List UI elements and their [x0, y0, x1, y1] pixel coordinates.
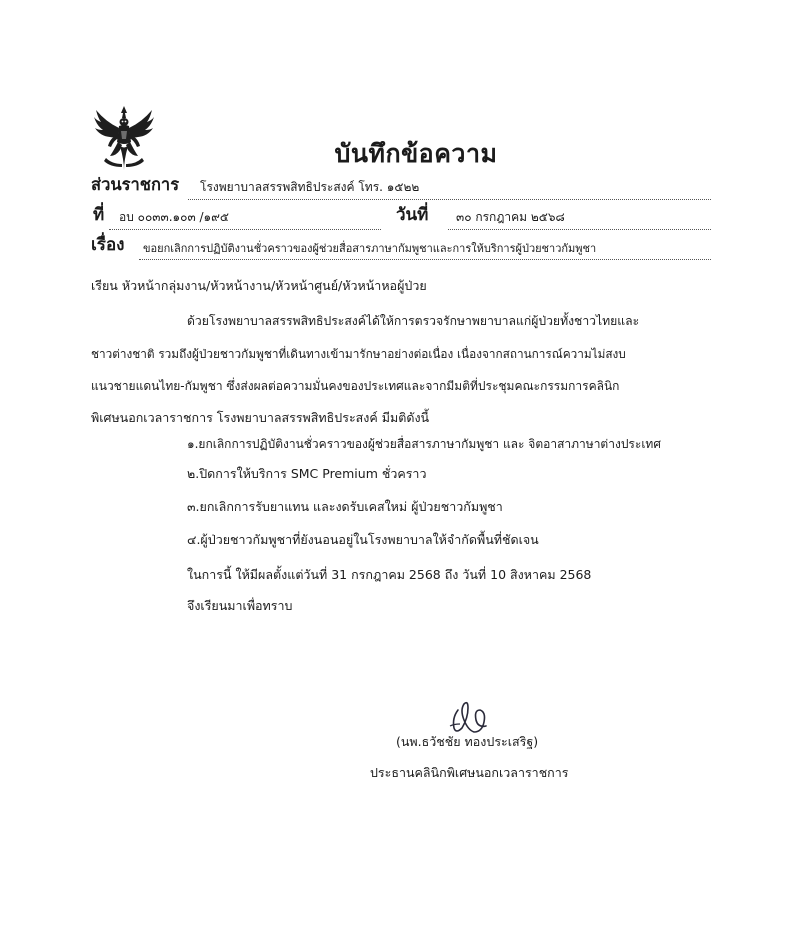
resolution-item: ๑.ยกเลิกการปฏิบัติงานชั่วคราวของผู้ช่วยสื่อสารภาษากัมพูชา และ จิตอาสาภาษาต่างประเทศ	[187, 437, 661, 451]
date-dotted-line	[448, 229, 711, 230]
subject-dotted-line	[139, 259, 711, 260]
date-label: วันที่	[396, 205, 429, 225]
signer-name: (นพ.ธวัชชัย ทองประเสริฐ)	[396, 734, 539, 749]
effective-date-line: ในการนี้ ให้มีผลตั้งแต่วันที่ 31 กรกฎาคม 2568 ถึง วันที่ 10 สิงหาคม 2568	[187, 567, 592, 582]
reference-value: อบ ๐๐๓๓.๑๐๓ /๑๙๕	[119, 210, 229, 224]
subject-value: ขอยกเลิกการปฏิบัติงานชั่วคราวของผู้ช่วยสื่อสารภาษากัมพูชาและการให้บริการผู้ป่วยชาวกัมพูชา	[143, 242, 597, 255]
paragraph-line: แนวชายแดนไทย-กัมพูชา ซึ่งส่งผลต่อความมั่นคงของประเทศและจากมีมติที่ประชุมคณะกรรมการคลินิก	[91, 379, 620, 393]
signer-title: ประธานคลินิกพิเศษนอกเวลาราชการ	[370, 765, 569, 780]
subject-row	[91, 234, 711, 260]
paragraph-line: พิเศษนอกเวลาราชการ โรงพยาบาลสรรพสิทธิประสงค์ มีมติดังนี้	[91, 410, 430, 425]
reference-label: ที่	[93, 205, 105, 225]
paragraph-line: ชาวต่างชาติ รวมถึงผู้ป่วยชาวกัมพูชาที่เดินทางเข้ามารักษาอย่างต่อเนื่อง เนื่องจากสถานการณ์ความไม่สงบ	[91, 347, 626, 361]
document-title: บันทึกข้อความ	[334, 139, 498, 168]
agency-dotted-line	[188, 199, 711, 200]
agency-value: โรงพยาบาลสรรพสิทธิประสงค์ โทร. ๑๕๒๒	[200, 180, 420, 194]
recipient-line: เรียน หัวหน้ากลุ่มงาน/หัวหน้างาน/หัวหน้าศูนย์/หัวหน้าหอผู้ป่วย	[91, 278, 427, 293]
resolution-item: ๓.ยกเลิกการรับยาแทน และงดรับเคสใหม่ ผู้ป่วยชาวกัมพูชา	[187, 499, 503, 514]
date-row	[396, 204, 711, 230]
handwritten-signature	[444, 698, 500, 738]
date-value: ๓๐ กรกฎาคม ๒๕๖๘	[456, 210, 565, 224]
resolution-item: ๔.ผู้ป่วยชาวกัมพูชาที่ยังนอนอยู่ในโรงพยาบาลให้จำกัดพื้นที่ชัดเจน	[187, 532, 539, 547]
reference-row	[91, 204, 381, 230]
reference-dotted-line	[109, 229, 381, 230]
closing-line: จึงเรียนมาเพื่อทราบ	[187, 598, 293, 613]
resolution-item: ๒.ปิดการให้บริการ SMC Premium ชั่วคราว	[187, 466, 427, 481]
subject-label: เรื่อง	[91, 235, 125, 255]
paragraph-line: ด้วยโรงพยาบาลสรรพสิทธิประสงค์ได้ให้การตรวจรักษาพยาบาลแก่ผู้ป่วยทั้งชาวไทยและ	[187, 314, 640, 328]
agency-label: ส่วนราชการ	[91, 175, 180, 194]
agency-row	[91, 174, 711, 200]
